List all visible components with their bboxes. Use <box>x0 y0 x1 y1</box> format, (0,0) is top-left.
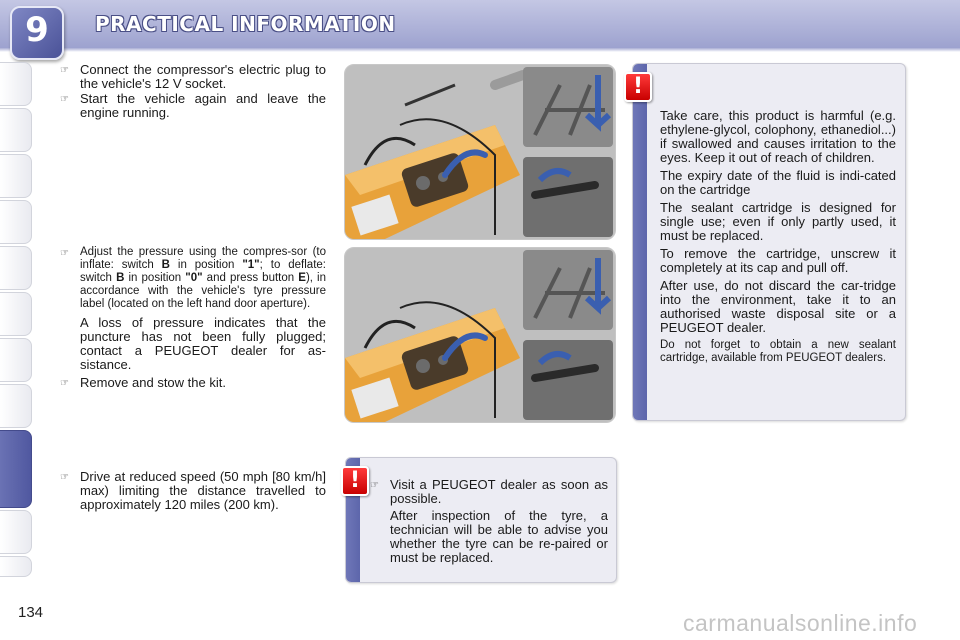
pointing-hand-icon: ☞ <box>60 65 69 76</box>
list-item <box>60 92 326 120</box>
step-text: Remove and stow the kit. <box>80 375 226 390</box>
list-item <box>60 376 326 391</box>
compressor-illustration <box>345 65 615 239</box>
chapter-tab-9-active[interactable] <box>0 430 32 508</box>
list-item <box>60 63 326 91</box>
step-text: Drive at reduced speed (50 mph [80 km/h] max) limiting the distance travelled to approximately 120 miles (200 km). <box>80 469 326 512</box>
chapter-tab-2[interactable] <box>0 108 32 152</box>
chapter-tab-6[interactable] <box>0 292 32 336</box>
pointing-hand-icon: ☞ <box>370 480 379 491</box>
chapter-tab-3[interactable] <box>0 154 32 198</box>
warning-top-text <box>660 109 896 369</box>
chapter-tab-7[interactable] <box>0 338 32 382</box>
list-item <box>370 478 608 506</box>
chapter-tab-4[interactable] <box>0 200 32 244</box>
pointing-hand-icon: ☞ <box>60 472 69 483</box>
warning-item-text: Visit a PEUGEOT dealer as soon as possible. <box>390 477 608 506</box>
page-number: 134 <box>18 604 44 621</box>
chapter-tab-10[interactable] <box>0 510 32 554</box>
steps-group-2 <box>60 246 326 391</box>
pointing-hand-icon: ☞ <box>60 248 69 259</box>
warning-paragraph: After use, do not discard the car-tridge into the environment, take it to an authorised waste disposal site or a PEUGEOT dealer. <box>660 278 896 335</box>
chapter-tab-5[interactable] <box>0 246 32 290</box>
list-item <box>60 470 326 512</box>
steps-group-3 <box>60 470 326 512</box>
pressure-loss-note: A loss of pressure indicates that the puncture has not been fully plugged; contact a PEUGEOT dealer for as-sistance. <box>80 315 326 372</box>
warning-paragraph: The sealant cartridge is designed for single use; even if only partly used, it must be replaced. <box>660 200 896 243</box>
pointing-hand-icon: ☞ <box>60 378 69 389</box>
adjust-pressure-text: Adjust the pressure using the compres-sor (to inflate: switch B in position "1"; to deflate: switch B in position "0" and press button E), in accordance with the vehicle's tyre pressure label (located on the left hand door aperture). <box>80 246 327 310</box>
warning-paragraph: Do not forget to obtain a new sealant cartridge, available from PEUGEOT dealers. <box>660 339 896 364</box>
warning-exclamation-icon: ! <box>624 72 652 102</box>
warning-paragraph: The expiry date of the fluid is indi-cated on the cartridge <box>660 168 896 197</box>
warning-paragraph: To remove the cartridge, unscrew it completely at its cap and pull off. <box>660 246 896 275</box>
step-text: Start the vehicle again and leave the engine running. <box>80 91 326 120</box>
warning-exclamation-icon: ! <box>341 466 369 496</box>
warning-note-text: After inspection of the tyre, a technician will be able to advise you whether the tyre can be re-paired or must be replaced. <box>390 508 608 565</box>
chapter-badge <box>10 6 64 60</box>
compressor-photo-bottom <box>344 247 616 423</box>
warning-accent-strip <box>633 64 647 420</box>
chapter-number: 9 <box>25 10 49 50</box>
chapter-tabs <box>0 62 32 577</box>
warning-bottom-text <box>370 478 608 565</box>
chapter-tab-11[interactable] <box>0 556 32 577</box>
chapter-tab-8[interactable] <box>0 384 32 428</box>
chapter-tab-1[interactable] <box>0 62 32 106</box>
warning-box-bottom <box>345 457 617 583</box>
compressor-photo-top <box>344 64 616 240</box>
page-title: PRACTICAL INFORMATION <box>95 12 396 36</box>
list-item <box>60 246 326 311</box>
compressor-illustration <box>345 248 615 422</box>
warning-paragraph: Take care, this product is harmful (e.g. ethylene-glycol, colophony, ethanediol...) if swallowed and causes irritation to the eyes. Keep it out of reach of children. <box>660 108 896 165</box>
watermark: carmanualsonline.info <box>683 610 918 636</box>
warning-box-top <box>632 63 906 421</box>
step-text: Connect the compressor's electric plug to the vehicle's 12 V socket. <box>80 62 326 91</box>
header-shade <box>0 48 960 52</box>
steps-group-1 <box>60 63 326 120</box>
pointing-hand-icon: ☞ <box>60 94 69 105</box>
